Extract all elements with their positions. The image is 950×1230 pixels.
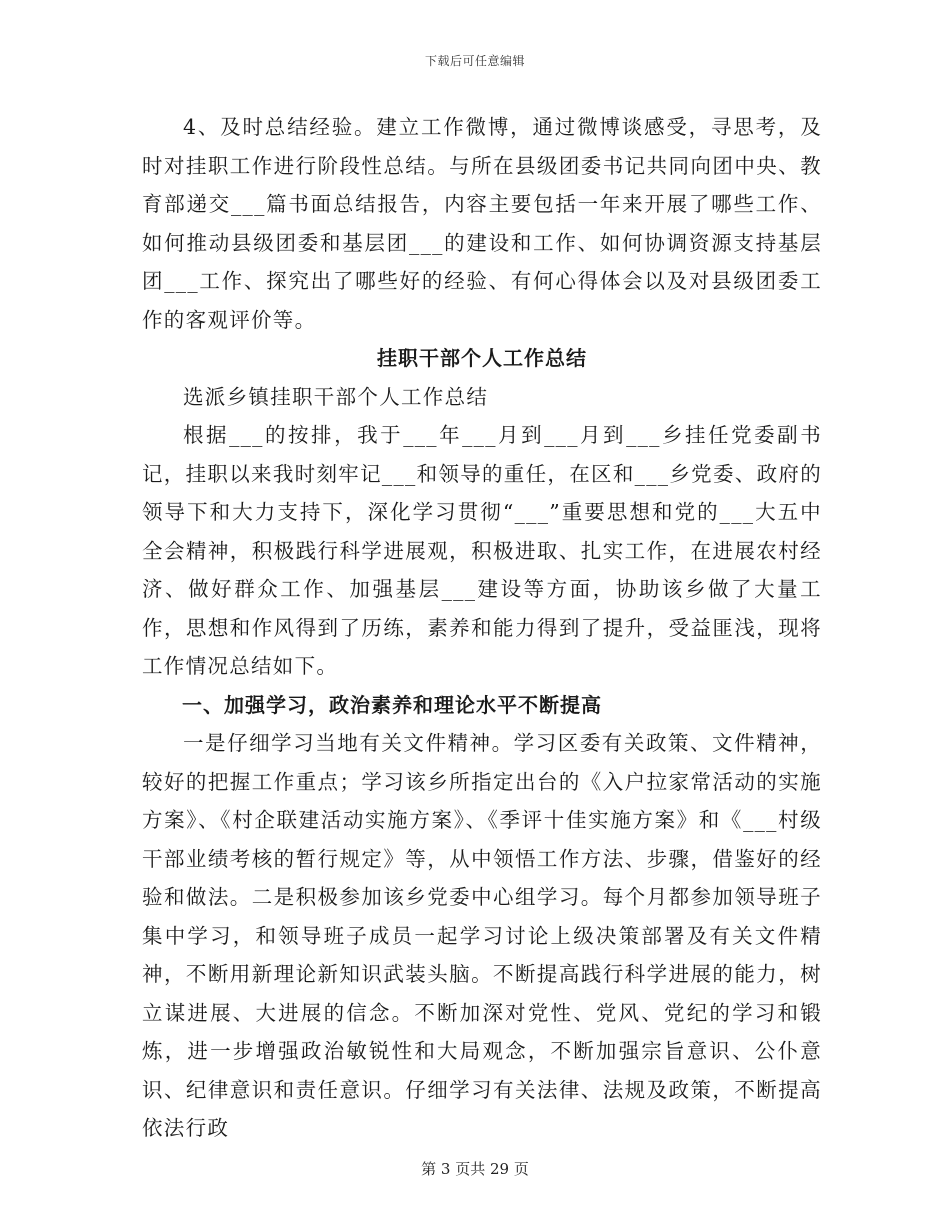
document-subtitle: 选派乡镇挂职干部个人工作总结 xyxy=(183,384,489,409)
page-footer: 第 3 页共 29 页 xyxy=(421,1160,529,1178)
page-header-note: 下载后可任意编辑 xyxy=(424,54,525,68)
paragraph-main: 根据___的按排，我于___年___月到___月到___乡挂任党委副书记，挂职以来我时刻牢记___和领导的重任，在区和___乡党委、政府的领导下和大力支持下，深化学习贯彻“___”重要思想和党的___大五中全会精神，积极践行科学进展观，积极进取、扎实工作，在进展农村经济、做好群众工作、加强基层___建设等方面，协助该乡做了大量工作，思想和作风得到了历练，素养和能力得到了提升，受益匪浅，现将工作情况总结如下。 xyxy=(142,423,822,678)
paragraph-study: 一是仔细学习当地有关文件精神。学习区委有关政策、文件精神，较好的把握工作重点；学习该乡所指定出台的《入户拉家常活动的实施方案》、《村企联建活动实施方案》、《季评十佳实施方案》和《___村级干部业绩考核的暂行规定》等，从中领悟工作方法、步骤，借鉴好的经验和做法。二是积极参加该乡党委中心组学习。每个月都参加领导班子集中学习，和领导班子成员一起学习讨论上级决策部署及有关文件精神，不断用新理论新知识武装头脑。不断提高践行科学进展的能力，树立谋进展、大进展的信念。不断加深对党性、党风、党纪的学习和锻炼，进一步增强政治敏锐性和大局观念，不断加强宗旨意识、公仆意识、纪律意识和责任意识。仔细学习有关法律、法规及政策，不断提高依法行政 xyxy=(142,731,822,1140)
section-heading-1: 一、加强学习，政治素养和理论水平不断提高 xyxy=(182,692,602,717)
document-title: 挂职干部个人工作总结 xyxy=(377,346,587,370)
document-body xyxy=(142,108,822,1148)
paragraph-intro: 4、及时总结经验。建立工作微博，通过微博谈感受，寻思考，及时对挂职工作进行阶段性总结。与所在县级团委书记共同向团中央、教育部递交___篇书面总结报告，内容主要包括一年来开展了哪些工作、如何推动县级团委和基层团___的建设和工作、如何协调资源支持基层团___工作、探究出了哪些好的经验、有何心得体会以及对县级团委工作的客观评价等。 xyxy=(142,115,822,332)
